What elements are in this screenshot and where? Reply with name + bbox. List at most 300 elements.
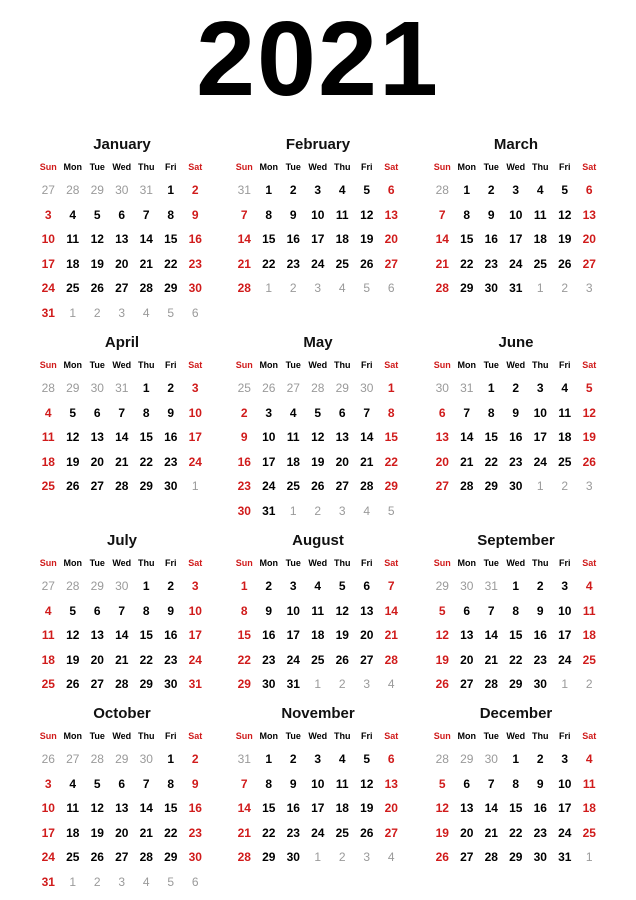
day-cell: 23 <box>484 256 498 271</box>
week-row <box>430 623 602 648</box>
day-cell: 22 <box>262 825 276 840</box>
day-cell: 1 <box>142 579 150 594</box>
week-row <box>232 227 404 252</box>
day-cell: 17 <box>509 232 523 247</box>
weekday-label: Tue <box>483 360 499 370</box>
day-cell: 14 <box>237 801 251 816</box>
day-cell: 12 <box>360 776 374 791</box>
weekday-label: Thu <box>334 162 351 172</box>
day-cell: 25 <box>41 479 55 494</box>
day-cell: 19 <box>360 801 374 816</box>
day-cell: 11 <box>66 232 80 247</box>
week-row <box>232 672 404 697</box>
day-cell: 4 <box>69 776 77 791</box>
day-cell: 17 <box>41 256 55 271</box>
day-cell: 20 <box>115 825 129 840</box>
day-cell: 28 <box>360 479 374 494</box>
week-row <box>430 178 602 203</box>
day-cell: 15 <box>262 801 276 816</box>
week-row <box>430 376 602 401</box>
week-row <box>36 796 208 821</box>
weekday-label: Wed <box>112 360 132 370</box>
day-cell: 17 <box>533 430 547 445</box>
weekday-label: Sun <box>39 162 57 172</box>
day-cell: 9 <box>536 603 544 618</box>
adjacent-day-cell: 29 <box>335 381 349 396</box>
day-cell: 20 <box>460 652 474 667</box>
day-cell: 8 <box>463 207 471 222</box>
day-cell: 25 <box>66 850 80 865</box>
day-cell: 24 <box>311 825 325 840</box>
weekday-label: Fri <box>164 558 177 568</box>
day-cell: 19 <box>360 232 374 247</box>
day-cell: 27 <box>115 850 129 865</box>
weekday-label: Thu <box>138 162 155 172</box>
day-cell: 9 <box>191 207 199 222</box>
weekday-label: Mon <box>63 558 82 568</box>
month-name: June <box>498 334 534 351</box>
weekday-label: Wed <box>308 558 328 568</box>
week-row <box>232 796 404 821</box>
day-cell: 21 <box>460 454 474 469</box>
adjacent-day-cell: 3 <box>363 850 371 865</box>
day-cell: 4 <box>338 752 346 767</box>
day-cell: 5 <box>561 183 569 198</box>
month-december <box>430 703 602 870</box>
weekday-header <box>430 156 602 178</box>
adjacent-day-cell: 2 <box>585 677 593 692</box>
day-cell: 30 <box>484 281 498 296</box>
day-cell: 25 <box>335 256 349 271</box>
adjacent-day-cell: 4 <box>142 874 150 889</box>
weekday-label: Tue <box>285 360 301 370</box>
day-cell: 13 <box>335 430 349 445</box>
day-cell: 14 <box>139 232 153 247</box>
day-cell: 13 <box>360 603 374 618</box>
day-cell: 11 <box>582 776 596 791</box>
day-cell: 21 <box>139 256 153 271</box>
month-february <box>232 134 404 301</box>
day-cell: 27 <box>90 677 104 692</box>
day-cell: 17 <box>558 801 572 816</box>
week-row <box>430 252 602 277</box>
day-cell: 4 <box>536 183 544 198</box>
weekday-label: Sun <box>235 360 253 370</box>
day-cell: 3 <box>536 381 544 396</box>
day-cell: 23 <box>188 256 202 271</box>
week-row <box>36 474 208 499</box>
day-cell: 4 <box>69 207 77 222</box>
week-row <box>232 821 404 846</box>
day-cell: 1 <box>512 752 520 767</box>
adjacent-day-cell: 6 <box>191 874 199 889</box>
day-cell: 13 <box>582 207 596 222</box>
month-april <box>36 332 208 499</box>
day-cell: 20 <box>115 256 129 271</box>
adjacent-day-cell: 1 <box>585 850 593 865</box>
day-cell: 31 <box>509 281 523 296</box>
adjacent-day-cell: 31 <box>115 381 129 396</box>
day-cell: 11 <box>335 207 349 222</box>
day-cell: 30 <box>533 850 547 865</box>
day-cell: 26 <box>435 850 449 865</box>
day-cell: 6 <box>93 603 101 618</box>
day-cell: 6 <box>387 752 395 767</box>
day-cell: 7 <box>142 776 150 791</box>
day-cell: 28 <box>237 281 251 296</box>
day-cell: 29 <box>139 677 153 692</box>
day-cell: 7 <box>487 776 495 791</box>
day-cell: 16 <box>286 801 300 816</box>
day-cell: 3 <box>561 579 569 594</box>
day-cell: 17 <box>311 232 325 247</box>
day-cell: 24 <box>41 281 55 296</box>
day-cell: 15 <box>237 628 251 643</box>
adjacent-day-cell: 1 <box>561 677 569 692</box>
month-name: August <box>292 532 344 549</box>
weekday-label: Thu <box>138 558 155 568</box>
adjacent-day-cell: 2 <box>561 281 569 296</box>
month-march <box>430 134 602 301</box>
day-cell: 24 <box>188 454 202 469</box>
day-cell: 25 <box>311 652 325 667</box>
day-cell: 31 <box>286 677 300 692</box>
day-cell: 6 <box>363 579 371 594</box>
day-cell: 2 <box>289 752 297 767</box>
day-cell: 22 <box>164 256 178 271</box>
day-cell: 6 <box>338 405 346 420</box>
week-row <box>430 276 602 301</box>
weekday-label: Fri <box>558 731 571 741</box>
weekday-label: Thu <box>532 162 549 172</box>
weekday-label: Sat <box>384 162 399 172</box>
weekday-label: Sat <box>188 731 203 741</box>
week-row <box>232 499 404 524</box>
adjacent-day-cell: 5 <box>167 874 175 889</box>
day-cell: 25 <box>558 454 572 469</box>
day-cell: 29 <box>509 677 523 692</box>
adjacent-day-cell: 2 <box>289 281 297 296</box>
day-cell: 30 <box>262 677 276 692</box>
day-cell: 4 <box>561 381 569 396</box>
weekday-label: Mon <box>63 162 82 172</box>
adjacent-day-cell: 30 <box>484 752 498 767</box>
day-cell: 1 <box>463 183 471 198</box>
day-cell: 31 <box>262 503 276 518</box>
week-row <box>430 203 602 228</box>
day-cell: 11 <box>41 430 55 445</box>
weekday-label: Mon <box>63 731 82 741</box>
week-row <box>36 227 208 252</box>
day-cell: 11 <box>533 207 547 222</box>
day-cell: 2 <box>240 405 248 420</box>
day-cell: 18 <box>311 628 325 643</box>
day-cell: 25 <box>286 479 300 494</box>
day-cell: 28 <box>384 652 398 667</box>
day-cell: 15 <box>139 628 153 643</box>
week-row <box>430 599 602 624</box>
day-cell: 23 <box>286 825 300 840</box>
adjacent-day-cell: 29 <box>66 381 80 396</box>
day-cell: 19 <box>435 825 449 840</box>
day-cell: 15 <box>139 430 153 445</box>
day-cell: 27 <box>384 825 398 840</box>
weekday-header <box>430 552 602 574</box>
weekday-label: Thu <box>532 731 549 741</box>
adjacent-day-cell: 3 <box>338 503 346 518</box>
weekday-label: Mon <box>63 360 82 370</box>
day-cell: 29 <box>484 479 498 494</box>
week-row <box>430 796 602 821</box>
adjacent-day-cell: 27 <box>41 579 55 594</box>
week-row <box>232 203 404 228</box>
adjacent-day-cell: 25 <box>237 381 251 396</box>
day-cell: 29 <box>164 850 178 865</box>
weekday-label: Thu <box>334 731 351 741</box>
month-name: April <box>104 334 140 351</box>
day-cell: 19 <box>558 232 572 247</box>
weekday-label: Thu <box>334 360 351 370</box>
day-cell: 28 <box>460 479 474 494</box>
adjacent-day-cell: 2 <box>561 479 569 494</box>
day-cell: 12 <box>66 628 80 643</box>
day-cell: 19 <box>582 430 596 445</box>
day-cell: 15 <box>484 430 498 445</box>
week-row <box>36 672 208 697</box>
day-cell: 16 <box>188 801 202 816</box>
day-cell: 12 <box>311 430 325 445</box>
day-cell: 16 <box>286 232 300 247</box>
adjacent-day-cell: 3 <box>118 874 126 889</box>
day-cell: 2 <box>512 381 520 396</box>
weekday-label: Sun <box>39 360 57 370</box>
month-september <box>430 530 602 697</box>
day-cell: 30 <box>533 677 547 692</box>
week-row <box>232 772 404 797</box>
day-cell: 3 <box>44 207 52 222</box>
adjacent-day-cell: 4 <box>338 281 346 296</box>
week-row <box>430 227 602 252</box>
adjacent-day-cell: 28 <box>311 381 325 396</box>
weekday-label: Sat <box>384 360 399 370</box>
day-cell: 2 <box>265 579 273 594</box>
day-cell: 12 <box>90 232 104 247</box>
day-cell: 7 <box>387 579 395 594</box>
weekday-label: Tue <box>483 162 499 172</box>
day-cell: 12 <box>435 628 449 643</box>
week-row <box>36 203 208 228</box>
weekday-label: Mon <box>259 731 278 741</box>
day-cell: 18 <box>558 430 572 445</box>
day-cell: 30 <box>188 281 202 296</box>
day-cell: 31 <box>41 305 55 320</box>
day-cell: 19 <box>435 652 449 667</box>
adjacent-day-cell: 1 <box>69 305 77 320</box>
day-cell: 9 <box>487 207 495 222</box>
adjacent-day-cell: 3 <box>585 479 593 494</box>
day-cell: 3 <box>561 752 569 767</box>
day-cell: 24 <box>533 454 547 469</box>
adjacent-day-cell: 30 <box>460 579 474 594</box>
day-cell: 2 <box>536 752 544 767</box>
day-cell: 17 <box>188 430 202 445</box>
month-may <box>232 332 404 523</box>
day-cell: 4 <box>289 405 297 420</box>
day-cell: 24 <box>188 652 202 667</box>
day-cell: 28 <box>115 479 129 494</box>
day-cell: 16 <box>237 454 251 469</box>
weekday-label: Sun <box>235 162 253 172</box>
day-cell: 19 <box>66 454 80 469</box>
adjacent-day-cell: 27 <box>41 183 55 198</box>
day-cell: 9 <box>167 405 175 420</box>
week-row <box>232 474 404 499</box>
day-cell: 15 <box>509 801 523 816</box>
day-cell: 1 <box>265 183 273 198</box>
day-cell: 28 <box>237 850 251 865</box>
month-january <box>36 134 208 325</box>
day-cell: 18 <box>41 454 55 469</box>
week-row <box>36 870 208 895</box>
day-cell: 5 <box>363 752 371 767</box>
day-cell: 5 <box>363 183 371 198</box>
day-cell: 26 <box>66 479 80 494</box>
adjacent-day-cell: 2 <box>93 305 101 320</box>
day-cell: 10 <box>41 801 55 816</box>
day-cell: 31 <box>41 874 55 889</box>
day-cell: 27 <box>460 850 474 865</box>
week-row <box>430 474 602 499</box>
adjacent-day-cell: 31 <box>139 183 153 198</box>
day-cell: 1 <box>167 752 175 767</box>
day-cell: 7 <box>363 405 371 420</box>
month-june <box>430 332 602 499</box>
day-cell: 16 <box>509 430 523 445</box>
day-cell: 3 <box>314 752 322 767</box>
week-row <box>36 450 208 475</box>
day-cell: 15 <box>164 232 178 247</box>
adjacent-day-cell: 4 <box>142 305 150 320</box>
week-row <box>36 178 208 203</box>
week-row <box>232 599 404 624</box>
day-cell: 21 <box>360 454 374 469</box>
day-cell: 24 <box>558 825 572 840</box>
day-cell: 15 <box>384 430 398 445</box>
weekday-label: Wed <box>308 360 328 370</box>
day-cell: 12 <box>360 207 374 222</box>
day-cell: 17 <box>41 825 55 840</box>
day-cell: 2 <box>289 183 297 198</box>
day-cell: 16 <box>164 628 178 643</box>
day-cell: 28 <box>115 677 129 692</box>
day-cell: 12 <box>335 603 349 618</box>
week-row <box>36 747 208 772</box>
day-cell: 14 <box>115 430 129 445</box>
weekday-label: Sat <box>384 731 399 741</box>
day-cell: 22 <box>384 454 398 469</box>
month-july <box>36 530 208 697</box>
month-name: November <box>281 705 355 722</box>
day-cell: 30 <box>164 479 178 494</box>
day-cell: 8 <box>487 405 495 420</box>
week-row <box>232 425 404 450</box>
month-name: July <box>106 532 137 549</box>
weekday-label: Wed <box>112 558 132 568</box>
day-cell: 17 <box>262 454 276 469</box>
day-cell: 10 <box>558 776 572 791</box>
day-cell: 21 <box>384 628 398 643</box>
day-cell: 23 <box>188 825 202 840</box>
day-cell: 6 <box>463 603 471 618</box>
weekday-label: Fri <box>360 558 373 568</box>
adjacent-day-cell: 26 <box>262 381 276 396</box>
day-cell: 30 <box>509 479 523 494</box>
day-cell: 30 <box>286 850 300 865</box>
day-cell: 22 <box>509 652 523 667</box>
weekday-label: Mon <box>259 162 278 172</box>
weekday-label: Thu <box>532 558 549 568</box>
adjacent-day-cell: 31 <box>237 183 251 198</box>
day-cell: 16 <box>164 430 178 445</box>
week-row <box>232 376 404 401</box>
weekday-label: Sun <box>433 558 451 568</box>
day-cell: 21 <box>115 454 129 469</box>
day-cell: 23 <box>237 479 251 494</box>
day-cell: 22 <box>139 652 153 667</box>
week-row <box>36 376 208 401</box>
day-cell: 23 <box>262 652 276 667</box>
day-cell: 5 <box>93 207 101 222</box>
weekday-header <box>36 725 208 747</box>
weekday-label: Sat <box>582 558 597 568</box>
day-cell: 18 <box>41 652 55 667</box>
month-name: February <box>285 136 351 153</box>
weekday-header <box>36 156 208 178</box>
day-cell: 16 <box>533 628 547 643</box>
day-cell: 3 <box>44 776 52 791</box>
day-cell: 9 <box>289 776 297 791</box>
day-cell: 29 <box>164 281 178 296</box>
day-cell: 15 <box>509 628 523 643</box>
day-cell: 6 <box>438 405 446 420</box>
day-cell: 27 <box>360 652 374 667</box>
day-cell: 26 <box>582 454 596 469</box>
weekday-label: Tue <box>89 360 105 370</box>
adjacent-day-cell: 28 <box>41 381 55 396</box>
month-august <box>232 530 404 697</box>
day-cell: 18 <box>582 628 596 643</box>
day-cell: 26 <box>558 256 572 271</box>
day-cell: 25 <box>582 652 596 667</box>
week-row <box>36 599 208 624</box>
day-cell: 6 <box>118 207 126 222</box>
adjacent-day-cell: 4 <box>387 677 395 692</box>
week-row <box>36 845 208 870</box>
day-cell: 2 <box>191 183 199 198</box>
week-row <box>232 623 404 648</box>
week-row <box>232 276 404 301</box>
day-cell: 7 <box>142 207 150 222</box>
day-cell: 14 <box>435 232 449 247</box>
weekday-label: Fri <box>360 360 373 370</box>
week-row <box>232 574 404 599</box>
day-cell: 11 <box>582 603 596 618</box>
day-cell: 2 <box>487 183 495 198</box>
day-cell: 5 <box>438 776 446 791</box>
adjacent-day-cell: 28 <box>66 579 80 594</box>
day-cell: 26 <box>90 281 104 296</box>
adjacent-day-cell: 31 <box>484 579 498 594</box>
